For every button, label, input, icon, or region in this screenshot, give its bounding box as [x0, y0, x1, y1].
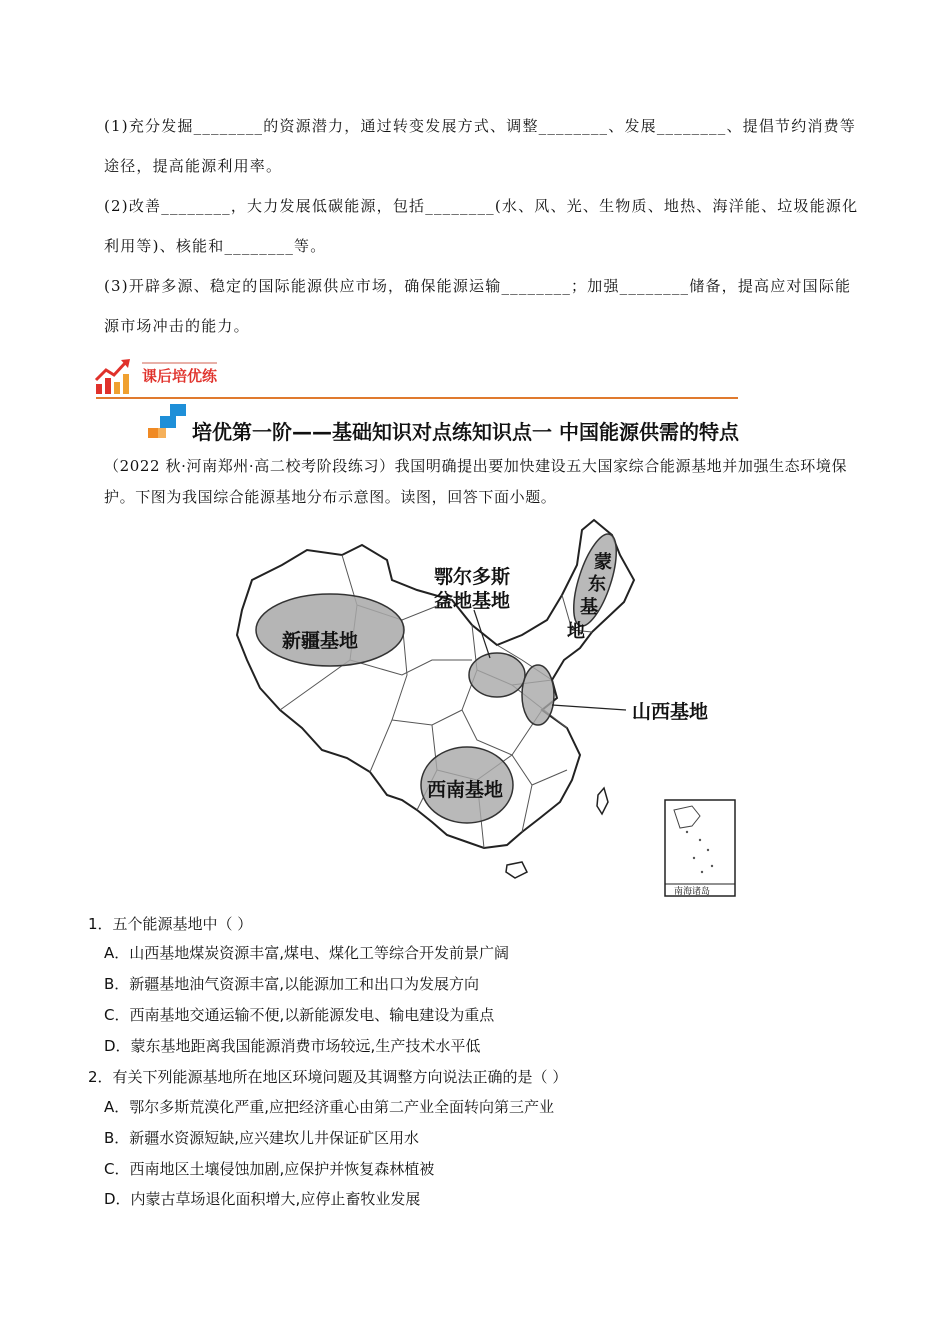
question-2-stem: 2．有关下列能源基地所在地区环境问题及其调整方向说法正确的是（ ）	[88, 1068, 568, 1086]
hainan-island	[506, 862, 527, 878]
mengdong-label-2: 东	[588, 574, 606, 595]
badge-label: 课后培优练	[142, 362, 217, 386]
question-2-option-d[interactable]: D．内蒙古草场退化面积增大,应停止畜牧业发展	[104, 1190, 421, 1208]
paragraph-2: (2)改善________，大力发展低碳能源，包括________(水、风、光、生物质、地热、海洋能、垃圾能源化利用等)、核能和________等。	[104, 197, 859, 255]
ordos-label-line1: 鄂尔多斯	[434, 566, 511, 588]
ordos-base	[469, 653, 525, 697]
question-1-stem: 1．五个能源基地中（ ）	[88, 915, 253, 933]
stair-blocks-icon	[146, 404, 190, 440]
paragraph-3: (3)开辟多源、稳定的国际能源供应市场，确保能源运输________；加强________储备，提高应对国际能源市场冲击的能力。	[104, 277, 852, 335]
question-1-option-a[interactable]: A．山西基地煤炭资源丰富,煤电、煤化工等综合开发前景广阔	[104, 944, 510, 962]
question-2-option-c[interactable]: C．西南地区土壤侵蚀加剧,应保护并恢复森林植被	[104, 1160, 435, 1178]
question-1-option-d[interactable]: D．蒙东基地距离我国能源消费市场较远,生产技术水平低	[104, 1037, 481, 1055]
paragraph-1: (1)充分发掘________的资源潜力，通过转变发展方式、调整________、发展________、提倡节约消费等途径，提高能源利用率。	[104, 117, 857, 175]
section-divider	[96, 397, 738, 399]
energy-base-map	[222, 510, 742, 900]
xinjiang-label: 新疆基地	[282, 630, 359, 652]
mengdong-label-1: 蒙	[594, 552, 612, 573]
taiwan-island	[597, 788, 608, 814]
ordos-label-line2: 盆地基地	[434, 590, 511, 612]
question-1-option-c[interactable]: C．西南基地交通运输不便,以新能源发电、输电建设为重点	[104, 1006, 495, 1024]
shanxi-base	[522, 665, 554, 725]
mengdong-label-4: 地	[567, 621, 585, 642]
section-title: 培优第一阶——基础知识对点练知识点一 中国能源供需的特点	[192, 420, 739, 444]
question-1-option-b[interactable]: B．新疆基地油气资源丰富,以能源加工和出口为发展方向	[104, 975, 480, 993]
inset-label: 南海诸岛	[673, 887, 711, 897]
southwest-label: 西南基地	[427, 779, 504, 801]
mengdong-label-3: 基	[580, 597, 598, 618]
shanxi-leader	[552, 705, 626, 710]
question-intro: （2022 秋·河南郑州·高二校考阶段练习）我国明确提出要加快建设五大国家综合能源基地并加强生态环境保护。下图为我国综合能源基地分布示意图。读图，回答下面小题。	[104, 457, 848, 506]
question-2-option-b[interactable]: B．新疆水资源短缺,应兴建坎儿井保证矿区用水	[104, 1129, 420, 1147]
question-2-option-a[interactable]: A．鄂尔多斯荒漠化严重,应把经济重心由第二产业全面转向第三产业	[104, 1098, 555, 1116]
shanxi-label: 山西基地	[632, 701, 709, 723]
